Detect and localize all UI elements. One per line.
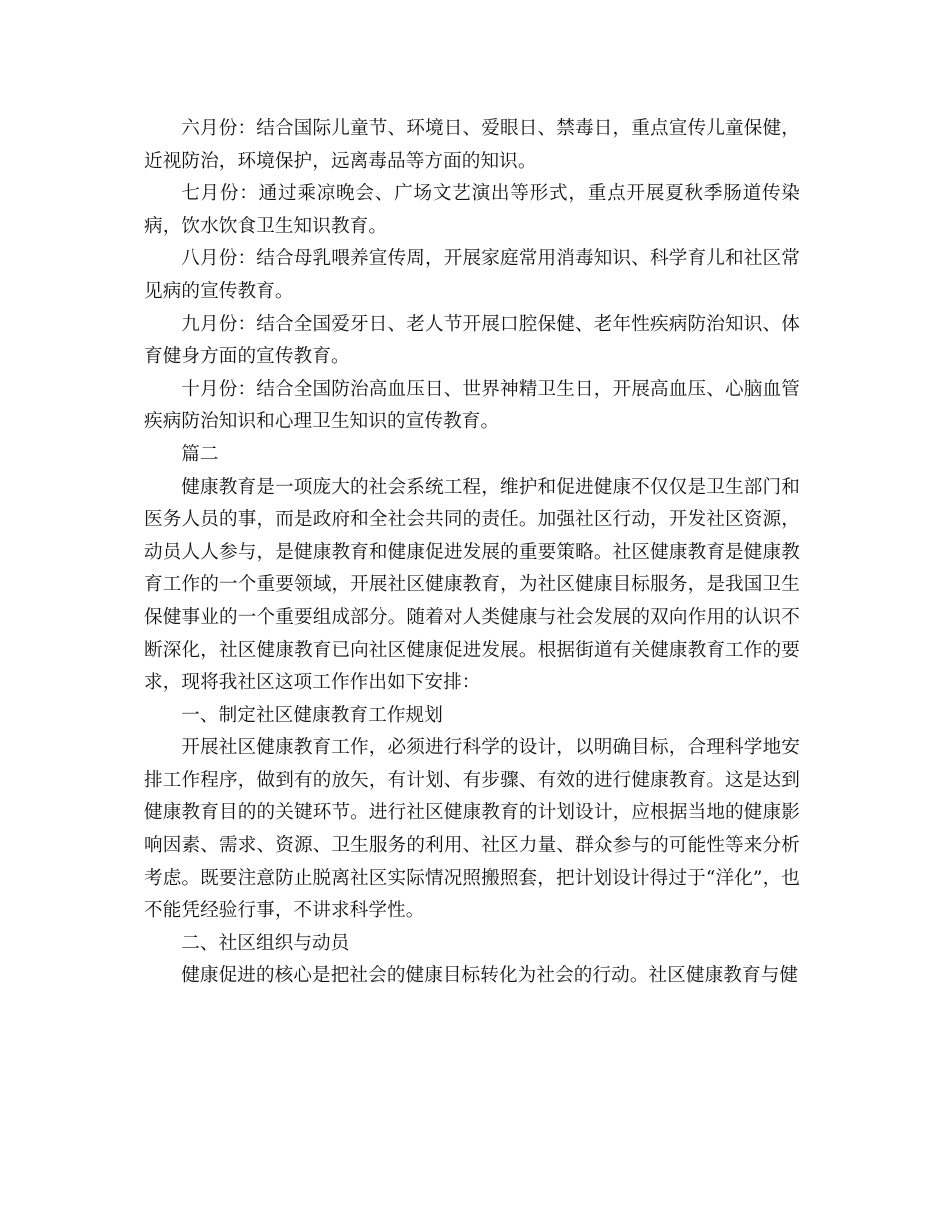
document-body [144,113,800,993]
paragraph-june: 六月份：结合国际儿童节、环境日、爱眼日、禁毒日，重点宣传儿童保健，近视防治，环境保护，远离毒品等方面的知识。 [144,118,800,172]
paragraph-september: 九月份：结合全国爱牙日、老人节开展口腔保健、老年性疾病防治知识、体育健身方面的宣传教育。 [144,313,800,368]
paragraph-august: 八月份：结合母乳喂养宣传周，开展家庭常用消毒知识、科学育儿和社区常见病的宣传教育。 [144,248,800,302]
paragraph-intro: 健康教育是一项庞大的社会系统工程，维护和促进健康不仅仅是卫生部门和医务人员的事，而是政府和全社会共同的责任。加强社区行动，开发社区资源，动员人人参与，是健康教育和健康促进发展的重要策略。社区健康教育是健康教育工作的一个重要领域，开展社区健康教育，为社区健康目标服务，是我国卫生保健事业的一个重要组成部分。随着对人类健康与社会发展的双向作用的认识不断深化，社区健康教育已向社区健康促进发展。根据街道有关健康教育工作的要求，现将我社区这项工作作出如下安排： [144,476,800,694]
section-heading-part-two: 篇二 [181,443,219,465]
section-heading-planning: 一、制定社区健康教育工作规划 [181,704,443,726]
section-heading-organization: 二、社区组织与动员 [181,932,350,954]
paragraph-organization: 健康促进的核心是把社会的健康目标转化为社会的行动。社区健康教育与健 [181,965,799,987]
paragraph-planning: 开展社区健康教育工作，必须进行科学的设计，以明确目标，合理科学地安排工作程序，做到有的放矢，有计划、有步骤、有效的进行健康教育。这是达到健康教育目的的关键环节。进行社区健康教育的计划设计，应根据当地的健康影响因素、需求、资源、卫生服务的利用、社区力量、群众参与的可能性等来分析考虑。既要注意防止脱离社区实际情况照搬照套，把计划设计得过于“洋化”，也不能凭经验行事，不讲求科学性。 [144,737,800,922]
paragraph-october: 十月份：结合全国防治高血压日、世界神精卫生日，开展高血压、心脑血管疾病防治知识和心理卫生知识的宣传教育。 [144,378,800,433]
paragraph-july: 七月份：通过乘凉晚会、广场文艺演出等形式，重点开展夏秋季肠道传染病，饮水饮食卫生知识教育。 [144,183,800,237]
